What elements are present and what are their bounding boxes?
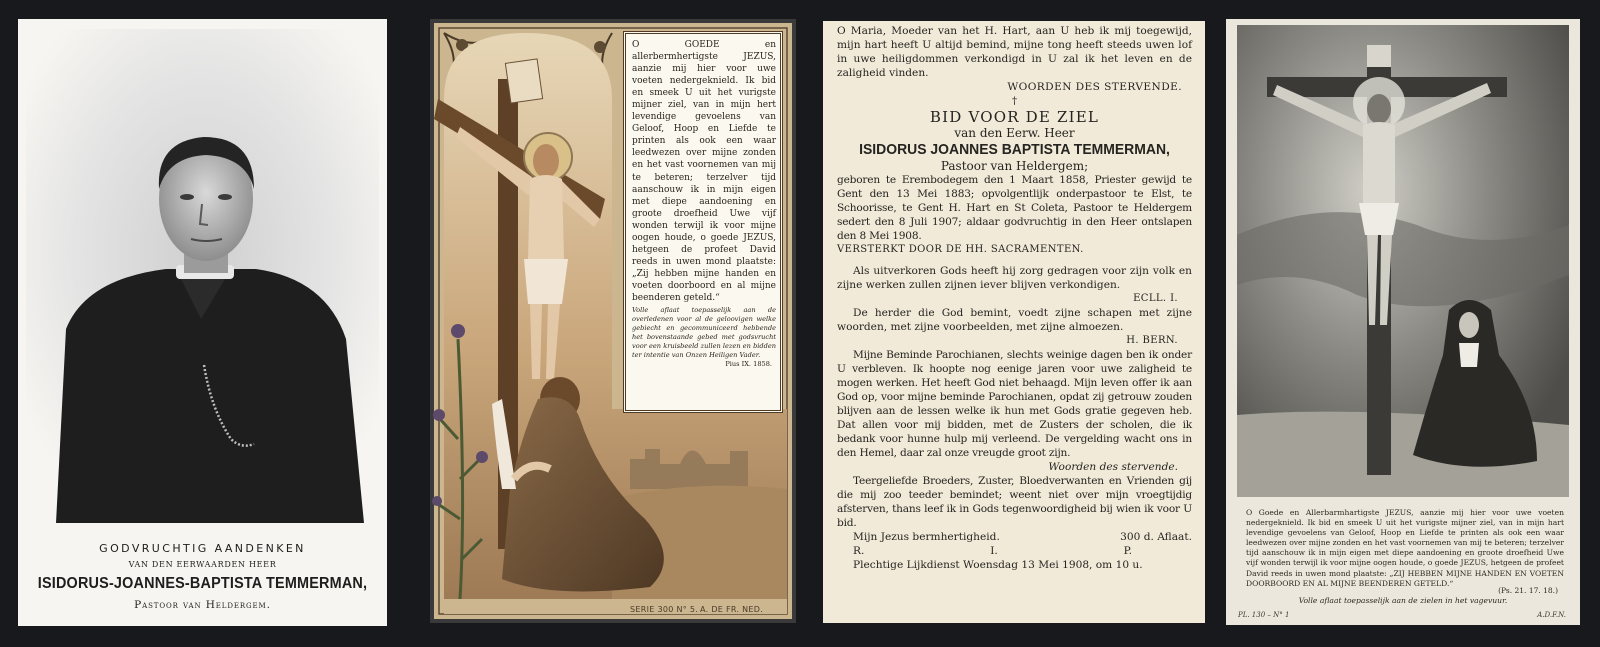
- card3-intro-source: WOORDEN DES STERVENDE.: [1007, 81, 1182, 93]
- card3-paragraph-2-source: H. BERN.: [1126, 335, 1178, 346]
- card2-publisher: A. DE FR. NED.: [700, 605, 764, 614]
- card2-source: Pius IX. 1858.: [725, 360, 772, 369]
- card3-mercy: Mijn Jezus bermhertigheid.: [853, 531, 1000, 543]
- card2-prayer: O GOEDE en allerbermhertigste JEZUS, aanzie mij hier voor uwe voeten nedergeknield. Ik bid en smeek U uit het vurigste mijner ziel, van in mijn hert levendige gevoelens van Geloof, Hoop en Liefde te printen als ook een waar leedwezen over mijne zonden en het vast voornemen van mij te beteren; terzelver tijd aanschouw ik in mijn eigen met diepe aandoening en groote droefheid Uwe vijf wonden terwijl ik voor mijne oogen houde, o goede JEZUS, hetgeen de profeet David reeds in uwen mond plaatste: „Zij hebben mijne handen en voeten doorboord en al mijne beenderen geteld.“: [632, 40, 776, 303]
- card3-title: Pastoor van Heldergem;: [940, 159, 1089, 173]
- card3-paragraph-1: Als uitverkoren Gods heeft hij zorg gedragen voor zijn volk en zijne werken zullen zijnen iever blijven verkondigen.: [837, 265, 1192, 291]
- card2-series: SERIE 300 N° 5.: [630, 605, 699, 614]
- card2-indulgence: Volle aflaat toepasselijk aan de overledenen voor al de geloovigen welke gebiecht en gecommuniceerd hebbende het bovenstaande gebed met godsvrucht voor een kruisbeeld zullen lezen en bidden ter intentie van Onzen Heiligen Vader.: [632, 306, 776, 359]
- card3-mercy-row: [837, 530, 1192, 544]
- memorial-card-crucifix-print: [430, 19, 796, 623]
- card4-publisher: A.D.F.N.: [1537, 611, 1566, 619]
- card3-subheading: van den Eerw. Heer: [954, 126, 1075, 140]
- memorial-card-text: [823, 21, 1205, 623]
- card3-paragraph-3: Mijne Beminde Parochianen, slechts weinige dagen ben ik onder U verbleven. Ik hoopte nog eenige jaren voor uwe zaligheid te mogen werken. Het heeft God niet behaagd. Mijn leven offer ik aan God op, voor mijne beminde Parochianen, opdat zij getrouw zouden blijven aan de lessen welke ik hun met Gods gratie gegeven heb. Dat allen voor mij bidden, met de Zusters der scholen, die ik bedank voor hunne hulp mij verleend. De vergelding wacht ons in den Hemel, daar zal onze vreugde groot zijn.: [837, 349, 1192, 459]
- priest-portrait-image: [26, 29, 379, 523]
- card4-plate-number: PL. 130 – N° 1: [1238, 611, 1290, 619]
- card4-prayer: O Goede en Allerbarmhartigste JEZUS, aanzie mij hier voor uwe voeten nedergeknield. Ik bid en smeek U uit het vurigste mijner ziel, van in mijn hart levendige gevoelens van Geloof, Hoop en Liefde te printen als ook een waar leedwezen over mijne zonden en het vast voornemen van mij te beteren; terzelver tijd aanschouw ik in mijn eigen met diepe aandoening en groote droefheid Uwe vijf wonden terwijl ik voor mijne oogen houde, o goede JEZUS, hetgeen de profeet David reeds in uwen mond plaatste: „ZIJ HEBBEN MIJNE HANDEN EN VOETEN DOORBOORD EN AL MIJNE BEENDEREN GETELD.“: [1246, 508, 1564, 588]
- card3-cross: †: [1011, 95, 1018, 107]
- card3-paragraph-3-source: Woorden des stervende.: [1048, 461, 1178, 473]
- card3-name: ISIDORUS JOANNES BAPTISTA TEMMERMAN,: [859, 141, 1170, 158]
- memorial-card-crucifix-photo: [1226, 19, 1580, 625]
- memorial-card-portrait: [18, 19, 387, 626]
- card3-intro: O Maria, Moeder van het H. Hart, aan U heb ik mij toegewijd, mijn hart heeft U altijd bemind, mijne tong heeft steeds uwen lof in uwe heiligdommen verkondigd in U zal ik het leven en de zaligheid vinden.: [837, 25, 1192, 79]
- crucifix-kneeling-nun-illustration: [1237, 25, 1569, 497]
- card3-heading: BID VOOR DE ZIEL: [929, 108, 1100, 126]
- prayer-text-box: [623, 31, 783, 413]
- card1-title: Pastoor van Heldergem.: [134, 599, 271, 611]
- card3-paragraph-4: Teergeliefde Broeders, Zuster, Bloedverwanten en Vrienden gij die mij zoo teeder bemindet; weent niet over mijn vroegtijdig afsterven, thans leef ik in Gods tegenwoordigheid bij wien ik voor U bid.: [837, 475, 1192, 529]
- card3-mercy-indulgence: 300 d. Aflaat.: [1120, 531, 1192, 543]
- card3-rip-r: R.: [853, 545, 865, 557]
- card3-paragraph-1-source: ECLL. I.: [1133, 293, 1178, 304]
- card4-indulgence: Volle aflaat toepasselijk aan de zielen in het vagevuur.: [1298, 596, 1508, 605]
- card3-sacraments: VERSTERKT DOOR DE HH. SACRAMENTEN.: [837, 244, 1084, 255]
- card4-reference: (Ps. 21. 17. 18.): [1498, 586, 1558, 595]
- card3-paragraph-2: De herder die God bemint, voedt zijne schapen met zijne woorden, met zijne voorbeelden, met zijne almoezen.: [837, 307, 1192, 333]
- card1-heading: GODVRUCHTIG AANDENKEN: [99, 542, 306, 555]
- card3-service: Plechtige Lijkdienst Woensdag 13 Mei 1908, om 10 u.: [853, 559, 1143, 571]
- card1-name: ISIDORUS-JOANNES-BAPTISTA TEMMERMAN,: [37, 575, 368, 592]
- card3-rip-p: P.: [1123, 545, 1132, 557]
- card3-bio: geboren te Erembodegem den 1 Maart 1858, Priester gewijd te Gent den 13 Mei 1883; opvolgentlijk onderpastoor te Elst, te Schoorisse, te Gent H. Hart en St Coleta, Pastoor te Heldergem sedert den 8 Juli 1907; aldaar godvruchtig in den Heer ontslapen den 8 Mei 1908.: [837, 174, 1192, 242]
- card1-subheading: VAN DEN EERWAARDEN HEER: [128, 560, 277, 569]
- card3-rip: [837, 544, 1192, 558]
- card3-rip-i: I.: [990, 545, 998, 557]
